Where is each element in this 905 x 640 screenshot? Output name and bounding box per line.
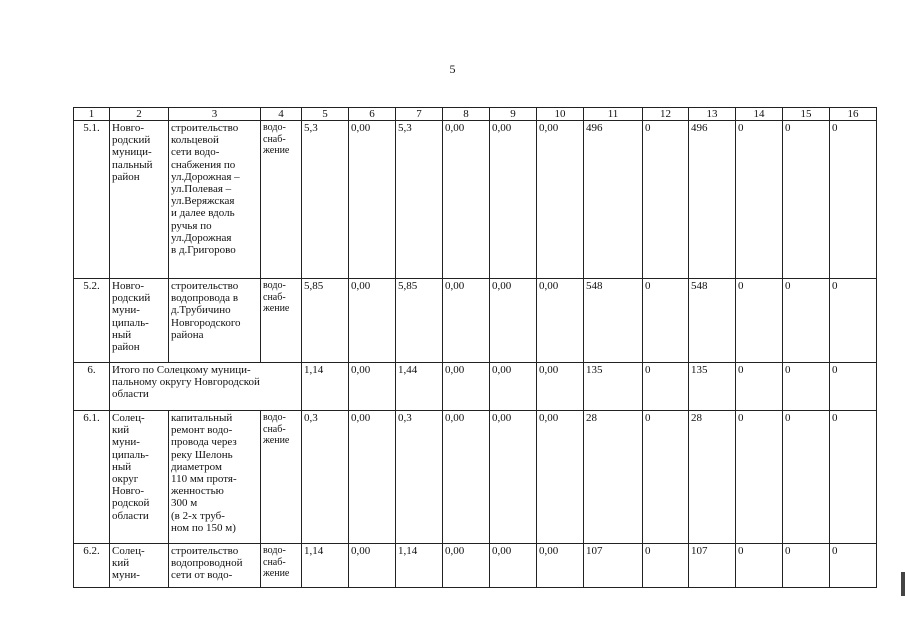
table-row xyxy=(74,121,877,279)
col-header: 16 xyxy=(830,108,877,121)
value-cell: 0,3 xyxy=(396,411,443,544)
value-cell: 1,14 xyxy=(302,544,349,588)
value-cell: 0,00 xyxy=(349,363,396,411)
value-cell: 0,00 xyxy=(537,363,584,411)
row-number: 5.1. xyxy=(74,121,110,279)
value-cell: 0 xyxy=(830,121,877,279)
value-cell: 0 xyxy=(736,411,783,544)
description-cell: строительство кольцевой сети водо- снабжения по ул.Дорожная – ул.Полевая – ул.Веряжская и далее вдоль ручья по ул.Дорожная в д.Григорово xyxy=(169,121,261,279)
value-cell: 0,00 xyxy=(443,544,490,588)
value-cell: 0,00 xyxy=(349,411,396,544)
col-header: 5 xyxy=(302,108,349,121)
col-header: 11 xyxy=(584,108,643,121)
value-cell: 0 xyxy=(783,544,830,588)
type-cell: водо- снаб- жение xyxy=(261,544,302,588)
scan-edge-mark xyxy=(901,572,905,596)
col-header: 10 xyxy=(537,108,584,121)
value-cell: 0 xyxy=(736,363,783,411)
type-cell: водо- снаб- жение xyxy=(261,279,302,363)
value-cell: 0,00 xyxy=(490,279,537,363)
row-number: 6.1. xyxy=(74,411,110,544)
col-header: 15 xyxy=(783,108,830,121)
col-header: 4 xyxy=(261,108,302,121)
table-row xyxy=(74,544,877,588)
value-cell: 0,00 xyxy=(537,121,584,279)
value-cell: 5,3 xyxy=(302,121,349,279)
value-cell: 5,85 xyxy=(302,279,349,363)
col-header: 12 xyxy=(643,108,689,121)
value-cell: 496 xyxy=(689,121,736,279)
description-cell: капитальный ремонт водо- провода через реку Шелонь диаметром 110 мм протя- женностью 300 м (в 2-х труб- ном по 150 м) xyxy=(169,411,261,544)
value-cell: 135 xyxy=(584,363,643,411)
value-cell: 0 xyxy=(830,411,877,544)
value-cell: 0,00 xyxy=(349,121,396,279)
value-cell: 28 xyxy=(584,411,643,544)
page-number: 5 xyxy=(449,62,456,76)
col-header: 6 xyxy=(349,108,396,121)
value-cell: 0,00 xyxy=(490,363,537,411)
col-header: 3 xyxy=(169,108,261,121)
value-cell: 0,00 xyxy=(537,411,584,544)
value-cell: 0 xyxy=(783,411,830,544)
value-cell: 496 xyxy=(584,121,643,279)
type-cell: водо- снаб- жение xyxy=(261,121,302,279)
value-cell: 0 xyxy=(736,279,783,363)
value-cell: 0,00 xyxy=(443,363,490,411)
value-cell: 0,00 xyxy=(490,121,537,279)
value-cell: 107 xyxy=(689,544,736,588)
value-cell: 0,00 xyxy=(537,279,584,363)
col-header: 2 xyxy=(110,108,169,121)
value-cell: 0,00 xyxy=(443,121,490,279)
data-table xyxy=(73,107,877,588)
value-cell: 0,00 xyxy=(349,544,396,588)
value-cell: 1,14 xyxy=(396,544,443,588)
description-cell: строительство водопровода в д.Трубичино Новгородского района xyxy=(169,279,261,363)
value-cell: 1,44 xyxy=(396,363,443,411)
table-row xyxy=(74,279,877,363)
value-cell: 28 xyxy=(689,411,736,544)
value-cell: 0 xyxy=(736,544,783,588)
row-number: 5.2. xyxy=(74,279,110,363)
col-header: 14 xyxy=(736,108,783,121)
row-number: 6. xyxy=(74,363,110,411)
value-cell: 0 xyxy=(643,279,689,363)
header-row xyxy=(74,108,877,121)
value-cell: 107 xyxy=(584,544,643,588)
description-cell: строительство водопроводной сети от водо- xyxy=(169,544,261,588)
value-cell: 0 xyxy=(783,121,830,279)
col-header: 13 xyxy=(689,108,736,121)
value-cell: 5,85 xyxy=(396,279,443,363)
value-cell: 0 xyxy=(643,363,689,411)
table-row xyxy=(74,411,877,544)
value-cell: 0,00 xyxy=(490,544,537,588)
district-cell: Новго- родский муни- ципаль- ный район xyxy=(110,279,169,363)
value-cell: 0,00 xyxy=(537,544,584,588)
value-cell: 135 xyxy=(689,363,736,411)
col-header: 1 xyxy=(74,108,110,121)
district-cell: Новго- родский муници- пальный район xyxy=(110,121,169,279)
col-header: 7 xyxy=(396,108,443,121)
type-cell: водо- снаб- жение xyxy=(261,411,302,544)
value-cell: 548 xyxy=(584,279,643,363)
district-cell: Солец- кий муни- ципаль- ный округ Новго- родской области xyxy=(110,411,169,544)
value-cell: 0 xyxy=(830,279,877,363)
row-number: 6.2. xyxy=(74,544,110,588)
col-header: 9 xyxy=(490,108,537,121)
value-cell: 0,00 xyxy=(490,411,537,544)
total-label: Итого по Солецкому муници- пальному округу Новгородской области xyxy=(110,363,302,411)
table-row-total xyxy=(74,363,877,411)
district-cell: Солец- кий муни- xyxy=(110,544,169,588)
value-cell: 0,00 xyxy=(443,279,490,363)
value-cell: 0,00 xyxy=(349,279,396,363)
value-cell: 0,00 xyxy=(443,411,490,544)
value-cell: 5,3 xyxy=(396,121,443,279)
value-cell: 0,3 xyxy=(302,411,349,544)
value-cell: 0 xyxy=(830,544,877,588)
value-cell: 0 xyxy=(736,121,783,279)
col-header: 8 xyxy=(443,108,490,121)
value-cell: 0 xyxy=(783,279,830,363)
value-cell: 0 xyxy=(830,363,877,411)
value-cell: 0 xyxy=(643,121,689,279)
value-cell: 1,14 xyxy=(302,363,349,411)
value-cell: 0 xyxy=(783,363,830,411)
value-cell: 0 xyxy=(643,411,689,544)
value-cell: 0 xyxy=(643,544,689,588)
value-cell: 548 xyxy=(689,279,736,363)
